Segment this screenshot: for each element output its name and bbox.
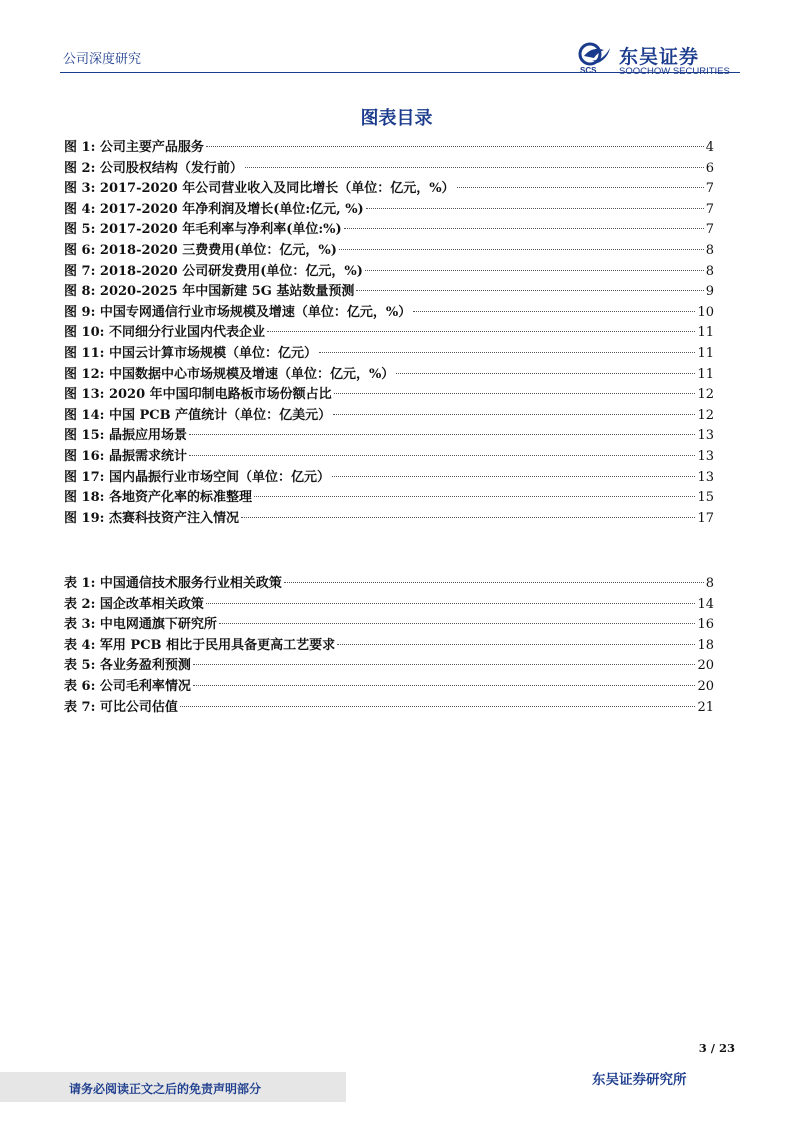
table-entry-number: 表 4: <box>64 637 96 653</box>
toc-title: 图表目录 <box>360 108 433 129</box>
dot-leader <box>396 373 695 374</box>
figure-entry[interactable] <box>64 426 714 447</box>
figure-entry[interactable] <box>64 323 714 344</box>
table-entry-title: 各业务盈利预测 <box>99 658 191 674</box>
dot-leader <box>284 582 704 583</box>
figure-entry-number: 图 17: <box>64 469 105 485</box>
figure-entry-number: 图 8: <box>64 284 96 300</box>
dot-leader <box>332 476 695 477</box>
figure-entry[interactable] <box>64 282 714 303</box>
dot-leader <box>339 249 704 250</box>
table-entry[interactable] <box>64 677 714 698</box>
dot-leader <box>333 414 695 415</box>
table-entry-page: 16 <box>697 617 714 633</box>
figure-entry-page: 15 <box>697 490 714 506</box>
figure-entry[interactable] <box>64 241 714 262</box>
table-entry-number: 表 2: <box>64 596 96 612</box>
table-entry-page: 14 <box>697 596 714 612</box>
dot-leader <box>413 311 695 312</box>
figure-entry-number: 图 12: <box>64 366 105 382</box>
figure-entry-title: 不同细分行业国内代表企业 <box>108 325 265 341</box>
figure-entry-number: 图 14: <box>64 407 105 423</box>
report-type-label: 公司深度研究 <box>63 52 142 67</box>
figure-entry-number: 图 18: <box>64 490 105 506</box>
figure-entry-page: 11 <box>697 345 714 361</box>
figure-entry-number: 图 5: <box>64 222 96 238</box>
dot-leader <box>206 603 696 604</box>
table-entry-title: 可比公司估值 <box>99 699 178 715</box>
figure-entry-number: 图 6: <box>64 242 96 258</box>
figure-entry[interactable] <box>64 159 714 180</box>
table-entry[interactable] <box>64 636 714 657</box>
table-entry-title: 公司毛利率情况 <box>99 678 191 694</box>
figure-entry-title: 2017-2020 年毛利率与净利率(单位:%) <box>99 222 342 238</box>
figure-entry-page: 13 <box>697 448 714 464</box>
table-entry-number: 表 3: <box>64 617 96 633</box>
figure-entry-page: 13 <box>697 428 714 444</box>
page-number: 3 / 23 <box>698 1041 735 1055</box>
table-entry-page: 8 <box>705 576 714 591</box>
figure-entry-title: 2017-2020 年净利润及增长(单位:亿元, %) <box>99 201 364 217</box>
figure-entry[interactable] <box>64 262 714 283</box>
table-entry[interactable] <box>64 574 714 595</box>
figure-entry-page: 12 <box>697 407 714 423</box>
table-entry[interactable] <box>64 698 714 719</box>
dot-leader <box>366 208 704 209</box>
header-divider <box>60 72 740 73</box>
figure-entry[interactable] <box>64 138 714 159</box>
figure-entry[interactable] <box>64 509 714 530</box>
table-entry-number: 表 6: <box>64 678 96 694</box>
figure-entry[interactable] <box>64 220 714 241</box>
dot-leader <box>206 146 704 147</box>
figure-entry-number: 图 2: <box>64 160 96 176</box>
figure-entry[interactable] <box>64 303 714 324</box>
figure-entry[interactable] <box>64 468 714 489</box>
figure-entry-number: 图 11: <box>64 345 105 361</box>
figure-entry-page: 12 <box>697 387 714 403</box>
figure-entry[interactable] <box>64 488 714 509</box>
figure-entry-page: 8 <box>705 263 714 279</box>
figure-entry-title: 2020 年中国印制电路板市场份额占比 <box>108 387 332 403</box>
figure-entry-number: 图 15: <box>64 428 105 444</box>
figure-entry[interactable] <box>64 200 714 221</box>
table-entry-number: 表 7: <box>64 699 96 715</box>
table-entry-title: 中电网通旗下研究所 <box>99 617 217 633</box>
figure-entry[interactable] <box>64 385 714 406</box>
dot-leader <box>241 517 695 518</box>
figure-entry-title: 2018-2020 公司研发费用(单位：亿元，%) <box>99 263 363 279</box>
figure-entry[interactable] <box>64 447 714 468</box>
dot-leader <box>193 664 696 665</box>
table-entry[interactable] <box>64 595 714 616</box>
figure-entry-page: 11 <box>697 325 714 341</box>
figure-entry-title: 公司主要产品服务 <box>99 140 204 155</box>
dot-leader <box>267 331 695 332</box>
figure-entry[interactable] <box>64 365 714 386</box>
dot-leader <box>356 290 703 291</box>
table-entry[interactable] <box>64 615 714 636</box>
figure-entry-title: 2018-2020 三费费用(单位：亿元，%) <box>99 242 337 258</box>
figure-entry-number: 图 4: <box>64 201 96 217</box>
dot-leader <box>219 623 696 624</box>
figure-entry-page: 11 <box>697 366 714 382</box>
figure-entry-title: 中国数据中心市场规模及增速（单位：亿元，%） <box>108 366 395 382</box>
dot-leader <box>189 455 695 456</box>
figure-entry-number: 图 9: <box>64 304 96 320</box>
figure-entry-title: 公司股权结构（发行前） <box>99 160 243 176</box>
figure-entry-title: 中国专网通信行业市场规模及增速（单位：亿元，%） <box>99 304 412 320</box>
logo-chinese-name: 东吴证券 <box>619 46 700 68</box>
table-entry-title: 国企改革相关政策 <box>99 596 204 612</box>
table-entry-page: 20 <box>697 678 714 694</box>
figure-entry-number: 图 10: <box>64 325 105 341</box>
figure-entry-page: 10 <box>697 304 714 320</box>
footer-organization: 东吴证券研究所 <box>592 1072 687 1088</box>
logo-badge: SCS <box>580 66 597 75</box>
figure-entry-title: 杰赛科技资产注入情况 <box>108 510 239 526</box>
table-entry-title: 中国通信技术服务行业相关政策 <box>99 576 282 591</box>
dot-leader <box>245 167 704 168</box>
table-entry-number: 表 1: <box>64 576 96 591</box>
figure-entry-title: 2017-2020 年公司营业收入及同比增长（单位：亿元，%） <box>99 181 455 197</box>
logo-english-name: SOOCHOW SECURITIES <box>619 66 730 77</box>
figure-entry-page: 13 <box>697 469 714 485</box>
figure-entry[interactable] <box>64 344 714 365</box>
dot-leader <box>180 706 696 707</box>
footer-disclaimer: 请务必阅读正文之后的免责声明部分 <box>69 1082 262 1096</box>
figure-entry-number: 图 19: <box>64 510 105 526</box>
figure-entry-page: 9 <box>705 284 714 300</box>
figure-entry-title: 晶振需求统计 <box>108 448 187 464</box>
figure-entry-page: 4 <box>705 140 714 155</box>
table-entry-page: 20 <box>697 658 714 674</box>
dot-leader <box>189 434 695 435</box>
figure-entry-title: 国内晶振行业市场空间（单位：亿元） <box>108 469 330 485</box>
dot-leader <box>334 393 696 394</box>
figure-entry-page: 8 <box>705 242 714 258</box>
figure-entry-title: 中国云计算市场规模（单位：亿元） <box>108 345 317 361</box>
table-entry[interactable] <box>64 656 714 677</box>
figure-entry-title: 2020-2025 年中国新建 5G 基站数量预测 <box>99 284 355 300</box>
figure-entry-page: 7 <box>705 222 714 238</box>
dot-leader <box>365 270 704 271</box>
dot-leader <box>319 352 695 353</box>
figure-entry-title: 各地资产化率的标准整理 <box>108 490 252 506</box>
figure-entry-page: 6 <box>705 160 714 176</box>
figure-entry-title: 晶振应用场景 <box>108 428 187 444</box>
figure-entry-number: 图 7: <box>64 263 96 279</box>
figure-list <box>64 138 714 529</box>
dot-leader <box>457 187 704 188</box>
figure-entry-page: 7 <box>705 181 714 197</box>
figure-entry-number: 图 16: <box>64 448 105 464</box>
dot-leader <box>337 644 695 645</box>
figure-entry[interactable] <box>64 406 714 427</box>
figure-entry-page: 17 <box>697 510 714 526</box>
table-entry-page: 21 <box>697 699 714 715</box>
dot-leader <box>193 685 696 686</box>
figure-entry-title: 中国 PCB 产值统计（单位：亿美元） <box>108 407 332 423</box>
figure-entry-number: 图 13: <box>64 387 105 403</box>
dot-leader <box>254 496 695 497</box>
figure-entry-number: 图 3: <box>64 181 96 197</box>
table-entry-page: 18 <box>697 637 714 653</box>
table-entry-number: 表 5: <box>64 658 96 674</box>
table-list <box>64 574 714 718</box>
figure-entry-number: 图 1: <box>64 140 96 155</box>
figure-entry-page: 7 <box>705 201 714 217</box>
logo-mark-icon <box>578 42 616 66</box>
figure-entry[interactable] <box>64 179 714 200</box>
dot-leader <box>344 228 704 229</box>
table-entry-title: 军用 PCB 相比于民用具备更高工艺要求 <box>99 637 336 653</box>
